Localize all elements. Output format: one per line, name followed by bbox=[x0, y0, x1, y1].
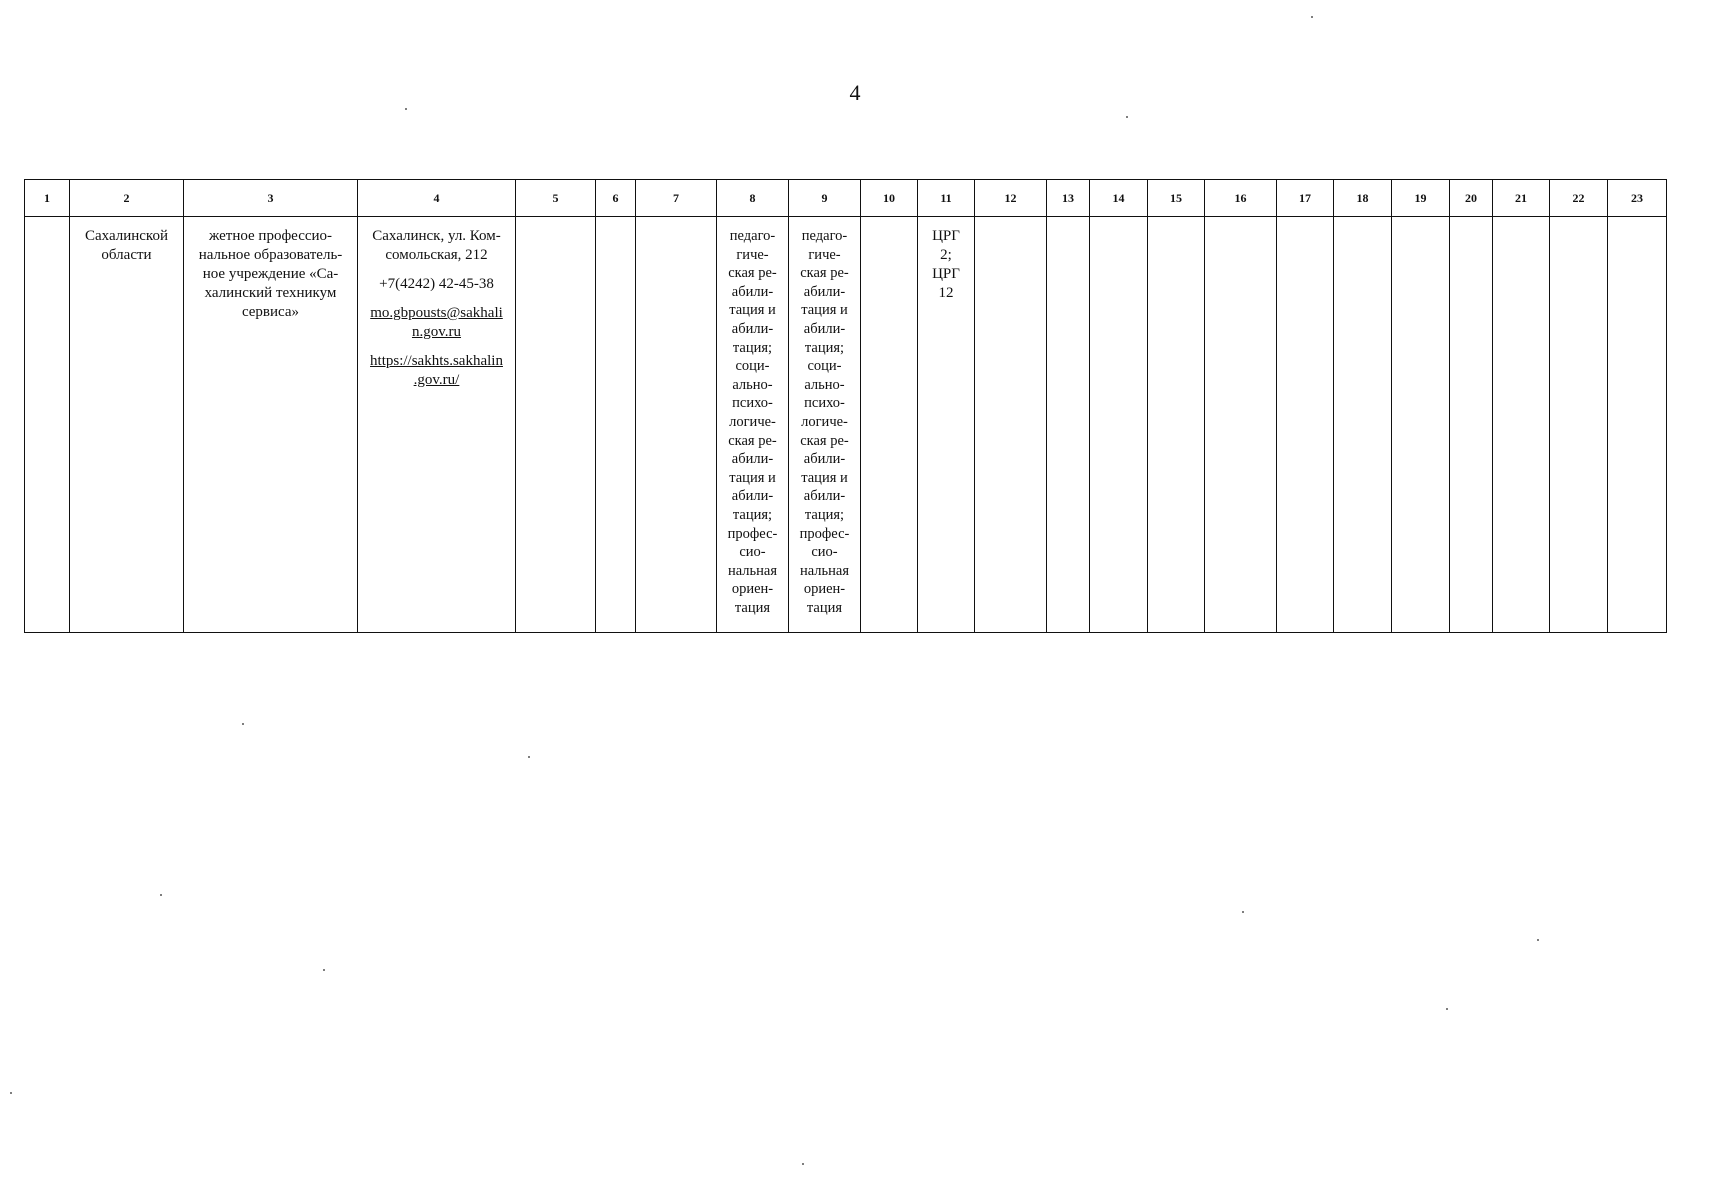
col-header-12: 12 bbox=[975, 180, 1047, 217]
col-header-21: 21 bbox=[1493, 180, 1550, 217]
page-number: 4 bbox=[849, 80, 861, 105]
col-header-4: 4 bbox=[358, 180, 516, 217]
cell-col10 bbox=[861, 217, 918, 633]
cell-col16 bbox=[1205, 217, 1277, 633]
table-row bbox=[25, 217, 1667, 633]
col-header-6: 6 bbox=[596, 180, 636, 217]
cell-col15 bbox=[1148, 217, 1205, 633]
col-header-3: 3 bbox=[184, 180, 358, 217]
cell-col1 bbox=[25, 217, 70, 633]
scan-speck bbox=[1311, 16, 1313, 18]
email-link[interactable]: mo.gbpousts@sakhali n.gov.ru bbox=[370, 305, 503, 340]
col-header-2: 2 bbox=[70, 180, 184, 217]
cell-col6 bbox=[596, 217, 636, 633]
scan-speck bbox=[802, 1163, 804, 1165]
cell-col22 bbox=[1550, 217, 1608, 633]
col-header-22: 22 bbox=[1550, 180, 1608, 217]
cell-col14 bbox=[1090, 217, 1148, 633]
scan-speck bbox=[405, 108, 407, 110]
cell-col7 bbox=[636, 217, 717, 633]
cell-target-groups bbox=[918, 217, 975, 633]
cell-institution bbox=[184, 217, 358, 633]
cell-col17 bbox=[1277, 217, 1334, 633]
col-header-13: 13 bbox=[1047, 180, 1090, 217]
cell-col18 bbox=[1334, 217, 1392, 633]
cell-col20 bbox=[1450, 217, 1493, 633]
col-header-7: 7 bbox=[636, 180, 717, 217]
cell-services-9 bbox=[789, 217, 861, 633]
cell-col13 bbox=[1047, 217, 1090, 633]
table-header-row bbox=[25, 180, 1667, 217]
scan-speck bbox=[323, 969, 325, 971]
cell-services-8 bbox=[717, 217, 789, 633]
cell-col12 bbox=[975, 217, 1047, 633]
scan-speck bbox=[1126, 116, 1128, 118]
services-8-text: педаго- гиче- ская ре- абили- тация и абили- тация; соци- ально- психо- логиче- ская ре- абили- тация и абили- тация; профес- сио- нальная ориен- тация bbox=[727, 228, 778, 616]
website-link[interactable]: https://sakhts.sakhalin .gov.ru/ bbox=[370, 353, 503, 388]
region-text: Сахалинской области bbox=[84, 228, 168, 263]
cell-contacts bbox=[358, 217, 516, 633]
services-9-text: педаго- гиче- ская ре- абили- тация и абили- тация; соци- ально- психо- логиче- ская ре- абили- тация и абили- тация; профес- сио- нальная ориен- тация bbox=[799, 228, 850, 616]
col-header-19: 19 bbox=[1392, 180, 1450, 217]
cell-col23 bbox=[1608, 217, 1667, 633]
col-header-9: 9 bbox=[789, 180, 861, 217]
scan-speck bbox=[1242, 911, 1244, 913]
col-header-17: 17 bbox=[1277, 180, 1334, 217]
phone-text: +7(4242) 42-45-38 bbox=[379, 276, 494, 292]
scan-speck bbox=[160, 894, 162, 896]
registry-table bbox=[24, 179, 1667, 633]
scan-speck bbox=[1537, 939, 1539, 941]
scan-speck bbox=[1446, 1008, 1448, 1010]
scan-speck bbox=[528, 756, 530, 758]
scan-speck bbox=[242, 723, 244, 725]
col-header-8: 8 bbox=[717, 180, 789, 217]
scan-speck bbox=[10, 1092, 12, 1094]
col-header-16: 16 bbox=[1205, 180, 1277, 217]
col-header-5: 5 bbox=[516, 180, 596, 217]
cell-col21 bbox=[1493, 217, 1550, 633]
institution-text: жетное профессио- нальное образователь- ное учреждение «Са- халинский техникум сервиса» bbox=[198, 228, 343, 320]
cell-region bbox=[70, 217, 184, 633]
col-header-20: 20 bbox=[1450, 180, 1493, 217]
col-header-11: 11 bbox=[918, 180, 975, 217]
col-header-18: 18 bbox=[1334, 180, 1392, 217]
address-text: Сахалинск, ул. Ком- сомольская, 212 bbox=[372, 228, 501, 263]
col-header-1: 1 bbox=[25, 180, 70, 217]
cell-col19 bbox=[1392, 217, 1450, 633]
col-header-15: 15 bbox=[1148, 180, 1205, 217]
cell-col5 bbox=[516, 217, 596, 633]
target-groups-text: ЦРГ 2; ЦРГ 12 bbox=[932, 228, 960, 301]
col-header-23: 23 bbox=[1608, 180, 1667, 217]
col-header-10: 10 bbox=[861, 180, 918, 217]
col-header-14: 14 bbox=[1090, 180, 1148, 217]
